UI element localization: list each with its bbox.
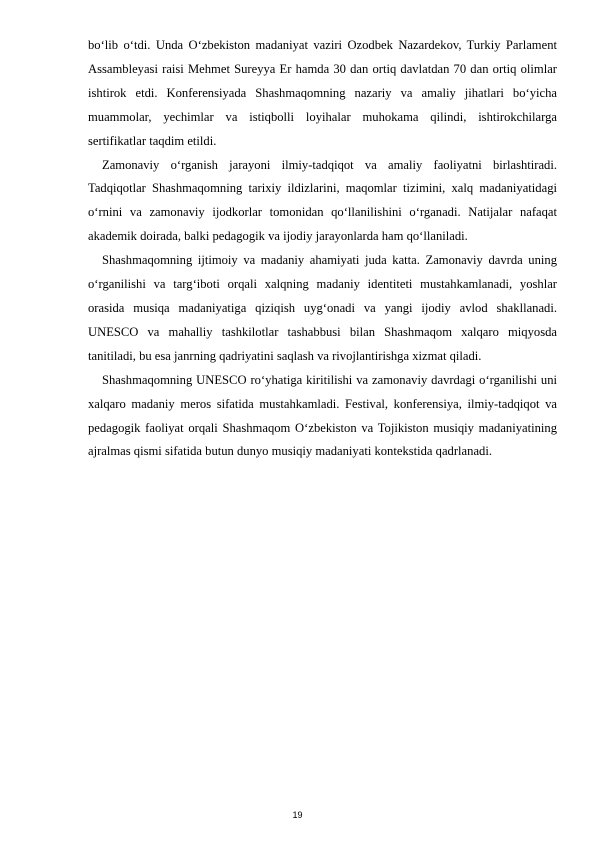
paragraph-research: Zamonaviy o‘rganish jarayoni ilmiy-tadqiqot va amaliy faoliyatni birlashtiradi. Tadqiqotlar Shashmaqomning tarixiy ildizlarini, maqomlar tizimini, xalq madaniyatidagi o‘rnini va zamonaviy ijodkorlar tomonidan qo‘llanilishini o‘rganadi. Natijalar nafaqat akademik doirada, balki pedagogik va ijodiy jarayonlarda ham qo‘llaniladi. xyxy=(88,157,557,244)
paragraph-conclusion: Shashmaqomning UNESCO ro‘yhatiga kiritilishi va zamonaviy davrdagi o‘rganilishi uni xalqaro madaniy meros sifatida mustahkamladi. Festival, konferensiya, ilmiy-tadqiqot va pedagogik faoliyat orqali Shashmaqom O‘zbekiston va Tojikiston musiqiy madaniyatining ajralmas qismi sifatida butun dunyo musiqiy madaniyati kontekstida qadrlanadi. xyxy=(88,372,557,459)
page-number: 19 xyxy=(292,810,303,820)
document-body xyxy=(88,34,557,464)
paragraph-continuation: bo‘lib o‘tdi. Unda O‘zbekiston madaniyat vaziri Ozodbek Nazardekov, Turkiy Parlament Assambleyasi raisi Mehmet Sureyya Er hamda 30 dan ortiq davlatdan 70 dan ortiq olimlar ishtirok etdi. Konferensiyada Shashmaqomning nazariy va amaliy jihatlari bo‘yicha muammolar, yechimlar va istiqbolli loyihalar muhokama qilindi, ishtirokchilarga sertifikatlar taqdim etildi. xyxy=(88,38,557,148)
paragraph-significance: Shashmaqomning ijtimoiy va madaniy ahamiyati juda katta. Zamonaviy davrda uning o‘rganilishi va targ‘iboti orqali xalqning madaniy identiteti mustahkamlanadi, yoshlar orasida musiqa madaniyatiga qiziqish uyg‘onadi va yangi ijodiy avlod shakllanadi. UNESCO va mahalliy tashkilotlar tashabbusi bilan Shashmaqom xalqaro miqyosda tanitiladi, bu esa janrning qadriyatini saqlash va rivojlantirishga xizmat qiladi. xyxy=(88,253,557,363)
